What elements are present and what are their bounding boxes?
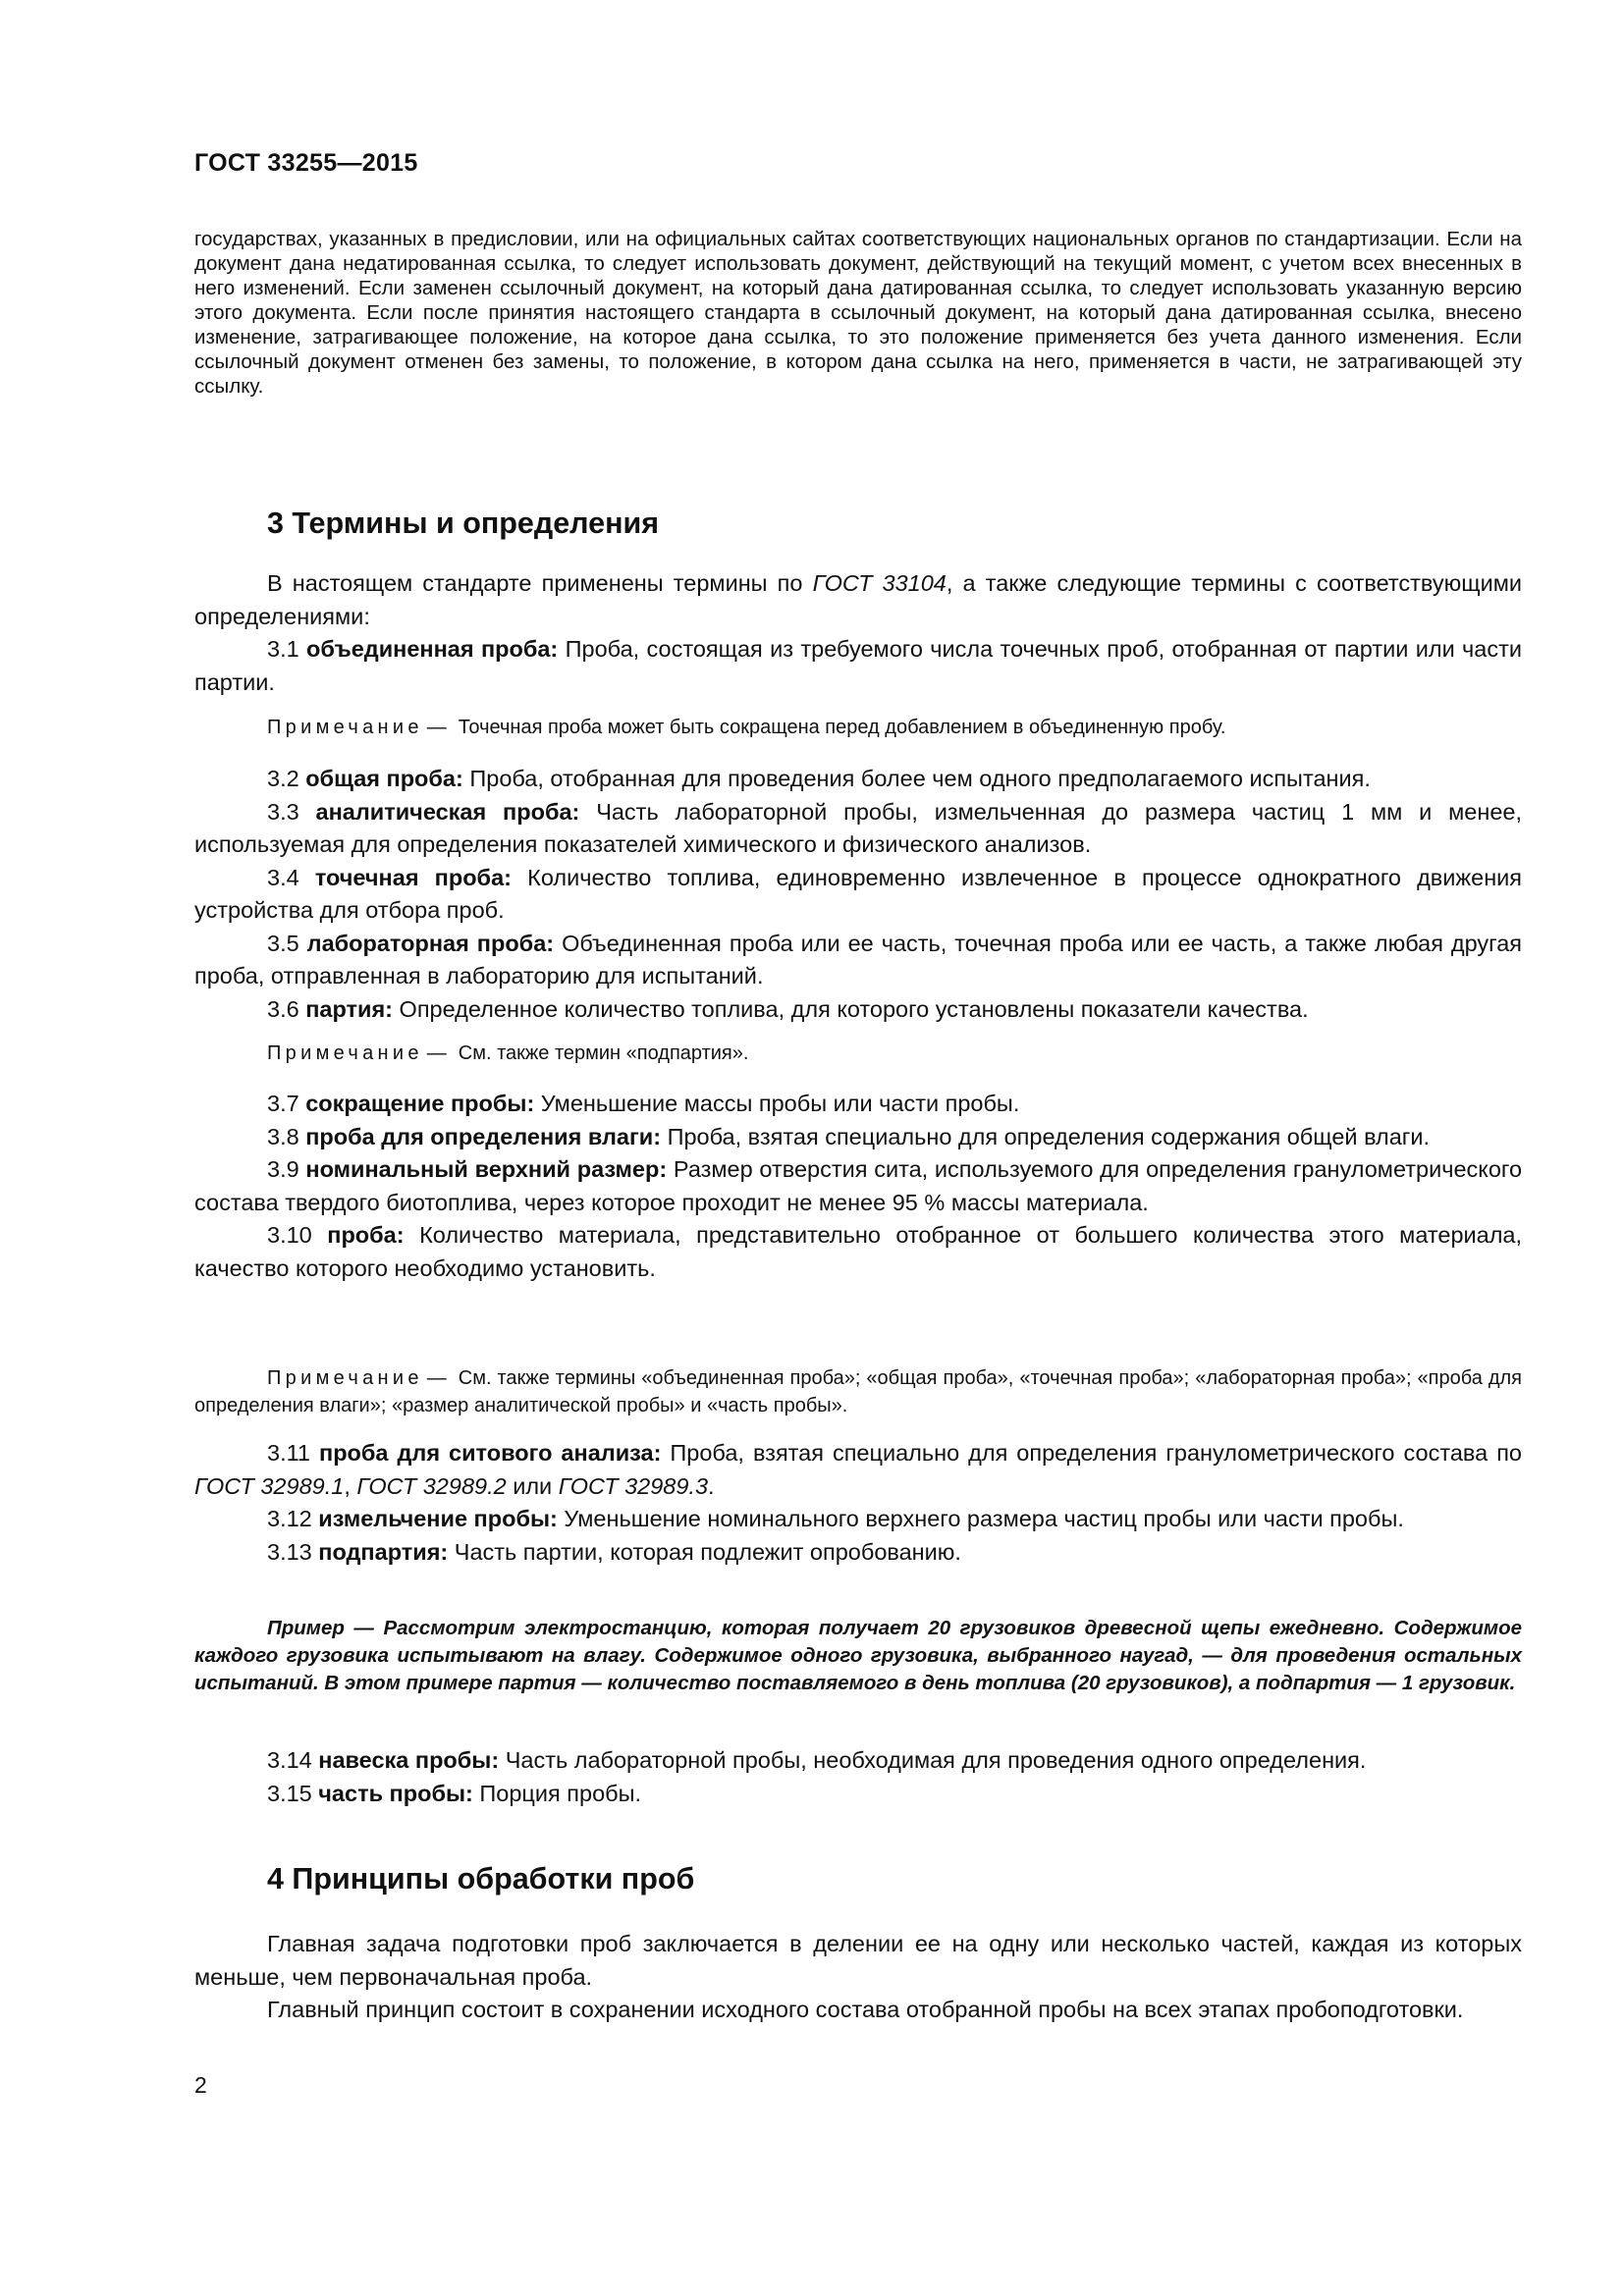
term-name: подпартия: [318, 1538, 449, 1565]
lead-text: , а также следующие термины с соответствующими определениями: [194, 570, 1522, 629]
term-name: аналитическая проба: [315, 798, 580, 825]
term-number: 3.1 [267, 636, 299, 662]
term-3-9 [194, 1153, 1522, 1219]
term-number: 3.6 [267, 995, 299, 1022]
term-name: номинальный верхний размер: [305, 1156, 668, 1182]
term-name: общая проба: [305, 766, 463, 791]
term-definition: Проба, отобранная для проведения более чем одного предполагаемого испытания. [469, 766, 1371, 791]
term-name: сокращение пробы: [305, 1091, 535, 1116]
separator: , [344, 1472, 357, 1499]
example-block: Пример — Рассмотрим электростанцию, которая получает 20 грузовиков древесной щепы ежедневно. Содержимое каждого грузовика испытывают на влагу. Содержимое одного грузовика, выбранного наугад, — для проведения остальных испытаний. В этом примере партия — количество поставляемого в день топлива (20 грузовиков), а подпартия — 1 грузовик. [194, 1617, 1522, 1694]
term-name: проба для определения влаги: [305, 1123, 662, 1149]
term-3-11 [194, 1437, 1522, 1503]
term-definition: Размер отверстия сита, используемого для определения гранулометрического состава твердого биотоплива, через которое проходит не менее 95 % массы материала. [194, 1156, 1523, 1215]
term-3-14 [194, 1744, 1522, 1778]
term-definition: Часть партии, которая подлежит опробованию. [454, 1538, 961, 1565]
note-text: См. также термин «подпартия». [458, 1042, 749, 1064]
section-4-body [194, 1928, 1522, 2027]
term-definition: Часть лабораторной пробы, измельченная до размера частиц 1 мм и менее, используемая для определения показателей химического и физического анализов. [194, 798, 1522, 857]
term-number: 3.3 [267, 798, 299, 825]
section-3-heading: 3 Термины и определения [267, 507, 660, 540]
standard-reference: ГОСТ 32989.2 [356, 1472, 507, 1499]
note-dash: — [426, 717, 447, 738]
terms-3-7-to-3-10 [194, 1088, 1522, 1285]
document-header: ГОСТ 33255—2015 [194, 149, 418, 177]
term-name: проба: [327, 1222, 405, 1248]
term-3-5 [194, 928, 1522, 993]
term-definition: Часть лабораторной пробы, необходимая для проведения одного определения. [505, 1747, 1367, 1773]
term-name: партия: [305, 995, 394, 1022]
term-number: 3.10 [267, 1222, 312, 1248]
section-4-heading: 4 Принципы обработки проб [267, 1862, 695, 1896]
separator: или [506, 1472, 559, 1499]
term-definition: Объединенная проба или ее часть, точечная проба или ее часть, а также любая другая проба, отправленная в лабораторию для испытаний. [194, 930, 1522, 988]
note [194, 1364, 1522, 1419]
note-label: Примечание [267, 1042, 423, 1064]
term-number: 3.12 [267, 1506, 312, 1531]
term-3-13 [194, 1536, 1522, 1570]
term-number: 3.2 [267, 766, 299, 791]
term-name: объединенная проба: [306, 636, 559, 662]
term-definition: Проба, взятая специально для определения содержания общей влаги. [667, 1123, 1431, 1149]
section-4-paragraph: Главная задача подготовки проб заключается в делении ее на одну или несколько частей, каждая из которых меньше, чем первоначальная проба. [194, 1931, 1522, 1990]
term-number: 3.7 [267, 1091, 299, 1116]
term-3-3 [194, 796, 1522, 862]
section-4-paragraph: Главный принцип состоит в сохранении исходного состава отобранной пробы на всех этапах пробоподготовки. [267, 1997, 1464, 2022]
standard-reference: ГОСТ 32989.3 [558, 1472, 709, 1499]
page-number: 2 [194, 2072, 207, 2098]
terms-3-14-to-3-15 [194, 1744, 1522, 1810]
term-name: измельчение пробы: [318, 1506, 558, 1531]
intro-paragraph: государствах, указанных в предисловии, или на официальных сайтах соответствующих национальных органов по стандартизации. Если на документ дана недатированная ссылка, то следует использовать документ, действующий на текущий момент, с учетом всех внесенных в него изменений. Если заменен ссылочный документ, на который дана датированная ссылка, то следует использовать указанную версию этого документа. Если после принятия настоящего стандарта в ссылочный документ, на который дана датированная ссылка, внесено изменение, затрагивающее положение, на которое дана ссылка, то это положение применяется без учета данного изменения. Если ссылочный документ отменен без замены, то положение, в котором дана ссылка на него, применяется в части, не затрагивающей эту ссылку. [194, 228, 1522, 398]
term-3-10 [194, 1219, 1522, 1285]
lead-text: В настоящем стандарте применены термины по [267, 570, 813, 596]
term-number: 3.15 [267, 1780, 312, 1806]
term-3-8 [194, 1121, 1522, 1154]
term-definition: Проба, взятая специально для определения гранулометрического состава по [670, 1440, 1522, 1466]
section-3-lead [194, 567, 1522, 633]
term-name: часть пробы: [318, 1780, 473, 1806]
term-definition: Количество топлива, единовременно извлеченное в процессе однократного движения устройства для отбора проб. [194, 864, 1523, 923]
note-text: См. также термины «объединенная проба»; «общая проба», «точечная проба»; «лабораторная проба»; «проба для определения влаги»; «размер аналитической пробы» и «часть пробы». [194, 1367, 1522, 1416]
term-definition: Уменьшение номинального верхнего размера частиц пробы или части пробы. [564, 1506, 1404, 1531]
standard-reference: ГОСТ 33104 [812, 570, 947, 596]
term-name: лабораторная проба: [306, 930, 555, 956]
term-3-6 [194, 993, 1522, 1027]
note-dash: — [426, 1042, 447, 1064]
term-definition: Проба, состоящая из требуемого числа точечных проб, отобранная от партии или части партии. [194, 636, 1522, 695]
term-number: 3.14 [267, 1747, 312, 1773]
term-definition: Определенное количество топлива, для которого установлены показатели качества. [399, 995, 1309, 1022]
term-definition: Количество материала, представительно отобранное от большего количества этого материала, качество которого необходимо установить. [194, 1222, 1523, 1281]
terms-3-11-to-3-13 [194, 1437, 1522, 1569]
term-3-15 [194, 1778, 1522, 1811]
term-number: 3.11 [267, 1440, 310, 1466]
note-text: Точечная проба может быть сокращена перед добавлением в объединенную пробу. [458, 717, 1226, 738]
term-number: 3.8 [267, 1123, 299, 1149]
term-3-1 [194, 633, 1522, 699]
term-name: проба для ситового анализа: [319, 1440, 662, 1466]
term-3-7 [194, 1088, 1522, 1121]
term-number: 3.13 [267, 1538, 312, 1565]
note-dash: — [426, 1367, 447, 1389]
note-label: Примечание [267, 1367, 423, 1389]
separator: . [708, 1472, 715, 1499]
term-definition: Уменьшение массы пробы или части пробы. [540, 1091, 1020, 1116]
term-name: навеска пробы: [318, 1747, 500, 1773]
term-3-2 [194, 763, 1522, 796]
standard-reference: ГОСТ 32989.1 [194, 1472, 345, 1499]
term-number: 3.5 [267, 930, 299, 956]
note-label: Примечание [267, 717, 423, 738]
term-definition: Порция пробы. [479, 1780, 642, 1806]
term-number: 3.9 [267, 1156, 299, 1182]
term-name: точечная проба: [314, 864, 512, 890]
term-3-12 [194, 1503, 1522, 1536]
note [194, 1040, 1522, 1067]
term-number: 3.4 [267, 864, 299, 890]
term-3-4 [194, 862, 1522, 928]
note [194, 714, 1522, 741]
terms-3-2-to-3-6 [194, 763, 1522, 1026]
